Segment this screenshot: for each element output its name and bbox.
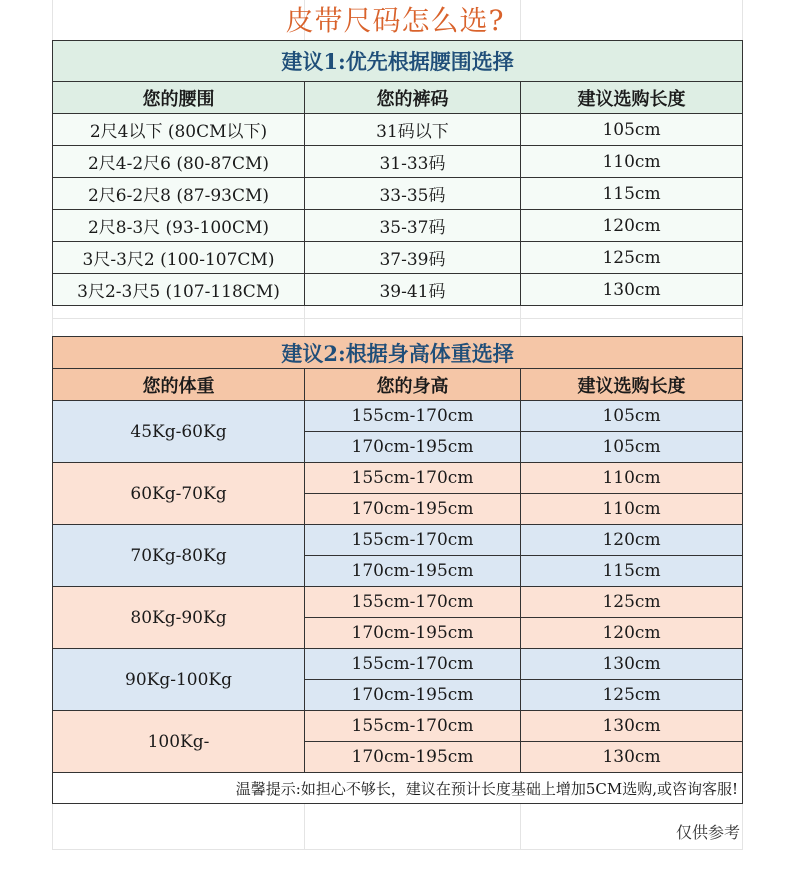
height-cell: 170cm-195cm <box>305 432 521 463</box>
length-cell: 130cm <box>521 711 743 742</box>
waist-cell: 2尺8-3尺 (93-100CM) <box>53 210 305 242</box>
column-header: 您的腰围 <box>53 82 305 114</box>
waist-cell: 2尺4以下 (80CM以下) <box>53 114 305 146</box>
pant-size-cell: 37-39码 <box>305 242 521 274</box>
pant-size-cell: 33-35码 <box>305 178 521 210</box>
waist-cell: 3尺2-3尺5 (107-118CM) <box>53 274 305 306</box>
length-cell: 120cm <box>521 210 743 242</box>
column-header: 建议选购长度 <box>521 82 743 114</box>
table-row <box>53 463 743 494</box>
pant-size-cell: 39-41码 <box>305 274 521 306</box>
table-heading: 建议2:根据身高体重选择 <box>53 337 743 369</box>
tip-text: 温馨提示:如担心不够长，建议在预计长度基础上增加5CM选购,或咨询客服! <box>53 773 743 804</box>
waist-cell: 2尺6-2尺8 (87-93CM) <box>53 178 305 210</box>
length-cell: 115cm <box>521 178 743 210</box>
weight-cell: 60Kg-70Kg <box>53 463 305 525</box>
table-row <box>53 401 743 432</box>
length-cell: 110cm <box>521 146 743 178</box>
height-cell: 155cm-170cm <box>305 525 521 556</box>
length-cell: 120cm <box>521 618 743 649</box>
height-cell: 155cm-170cm <box>305 463 521 494</box>
length-cell: 110cm <box>521 463 743 494</box>
table-row <box>53 274 743 306</box>
length-cell: 120cm <box>521 525 743 556</box>
column-header: 您的体重 <box>53 369 305 401</box>
waist-cell: 3尺-3尺2 (100-107CM) <box>53 242 305 274</box>
height-cell: 170cm-195cm <box>305 618 521 649</box>
table-row <box>53 114 743 146</box>
length-cell: 105cm <box>521 401 743 432</box>
table-row <box>53 587 743 618</box>
table-row <box>53 178 743 210</box>
length-cell: 130cm <box>521 274 743 306</box>
grid-line <box>52 849 742 850</box>
table-heading: 建议1:优先根据腰围选择 <box>53 41 743 82</box>
height-cell: 170cm-195cm <box>305 556 521 587</box>
length-cell: 115cm <box>521 556 743 587</box>
height-cell: 155cm-170cm <box>305 587 521 618</box>
height-cell: 170cm-195cm <box>305 680 521 711</box>
height-cell: 170cm-195cm <box>305 494 521 525</box>
length-cell: 125cm <box>521 680 743 711</box>
weight-cell: 80Kg-90Kg <box>53 587 305 649</box>
waist-cell: 2尺4-2尺6 (80-87CM) <box>53 146 305 178</box>
table-row <box>53 210 743 242</box>
length-cell: 125cm <box>521 242 743 274</box>
height-cell: 155cm-170cm <box>305 711 521 742</box>
height-cell: 155cm-170cm <box>305 401 521 432</box>
length-cell: 125cm <box>521 587 743 618</box>
height-cell: 170cm-195cm <box>305 742 521 773</box>
table-row <box>53 711 743 742</box>
pant-size-cell: 31-33码 <box>305 146 521 178</box>
waist-size-table <box>52 40 743 306</box>
length-cell: 105cm <box>521 114 743 146</box>
length-cell: 105cm <box>521 432 743 463</box>
table-row <box>53 525 743 556</box>
weight-cell: 90Kg-100Kg <box>53 649 305 711</box>
table-row <box>53 242 743 274</box>
height-cell: 155cm-170cm <box>305 649 521 680</box>
reference-note: 仅供参考 <box>675 823 740 842</box>
length-cell: 110cm <box>521 494 743 525</box>
height-weight-table <box>52 336 743 804</box>
column-header: 您的裤码 <box>305 82 521 114</box>
weight-cell: 70Kg-80Kg <box>53 525 305 587</box>
length-cell: 130cm <box>521 649 743 680</box>
pant-size-cell: 35-37码 <box>305 210 521 242</box>
table-row <box>53 146 743 178</box>
weight-cell: 100Kg- <box>53 711 305 773</box>
column-header: 建议选购长度 <box>521 369 743 401</box>
length-cell: 130cm <box>521 742 743 773</box>
page-title: 皮带尺码怎么选? <box>285 4 505 37</box>
table-row <box>53 649 743 680</box>
pant-size-cell: 31码以下 <box>305 114 521 146</box>
grid-line <box>52 318 742 319</box>
weight-cell: 45Kg-60Kg <box>53 401 305 463</box>
column-header: 您的身高 <box>305 369 521 401</box>
